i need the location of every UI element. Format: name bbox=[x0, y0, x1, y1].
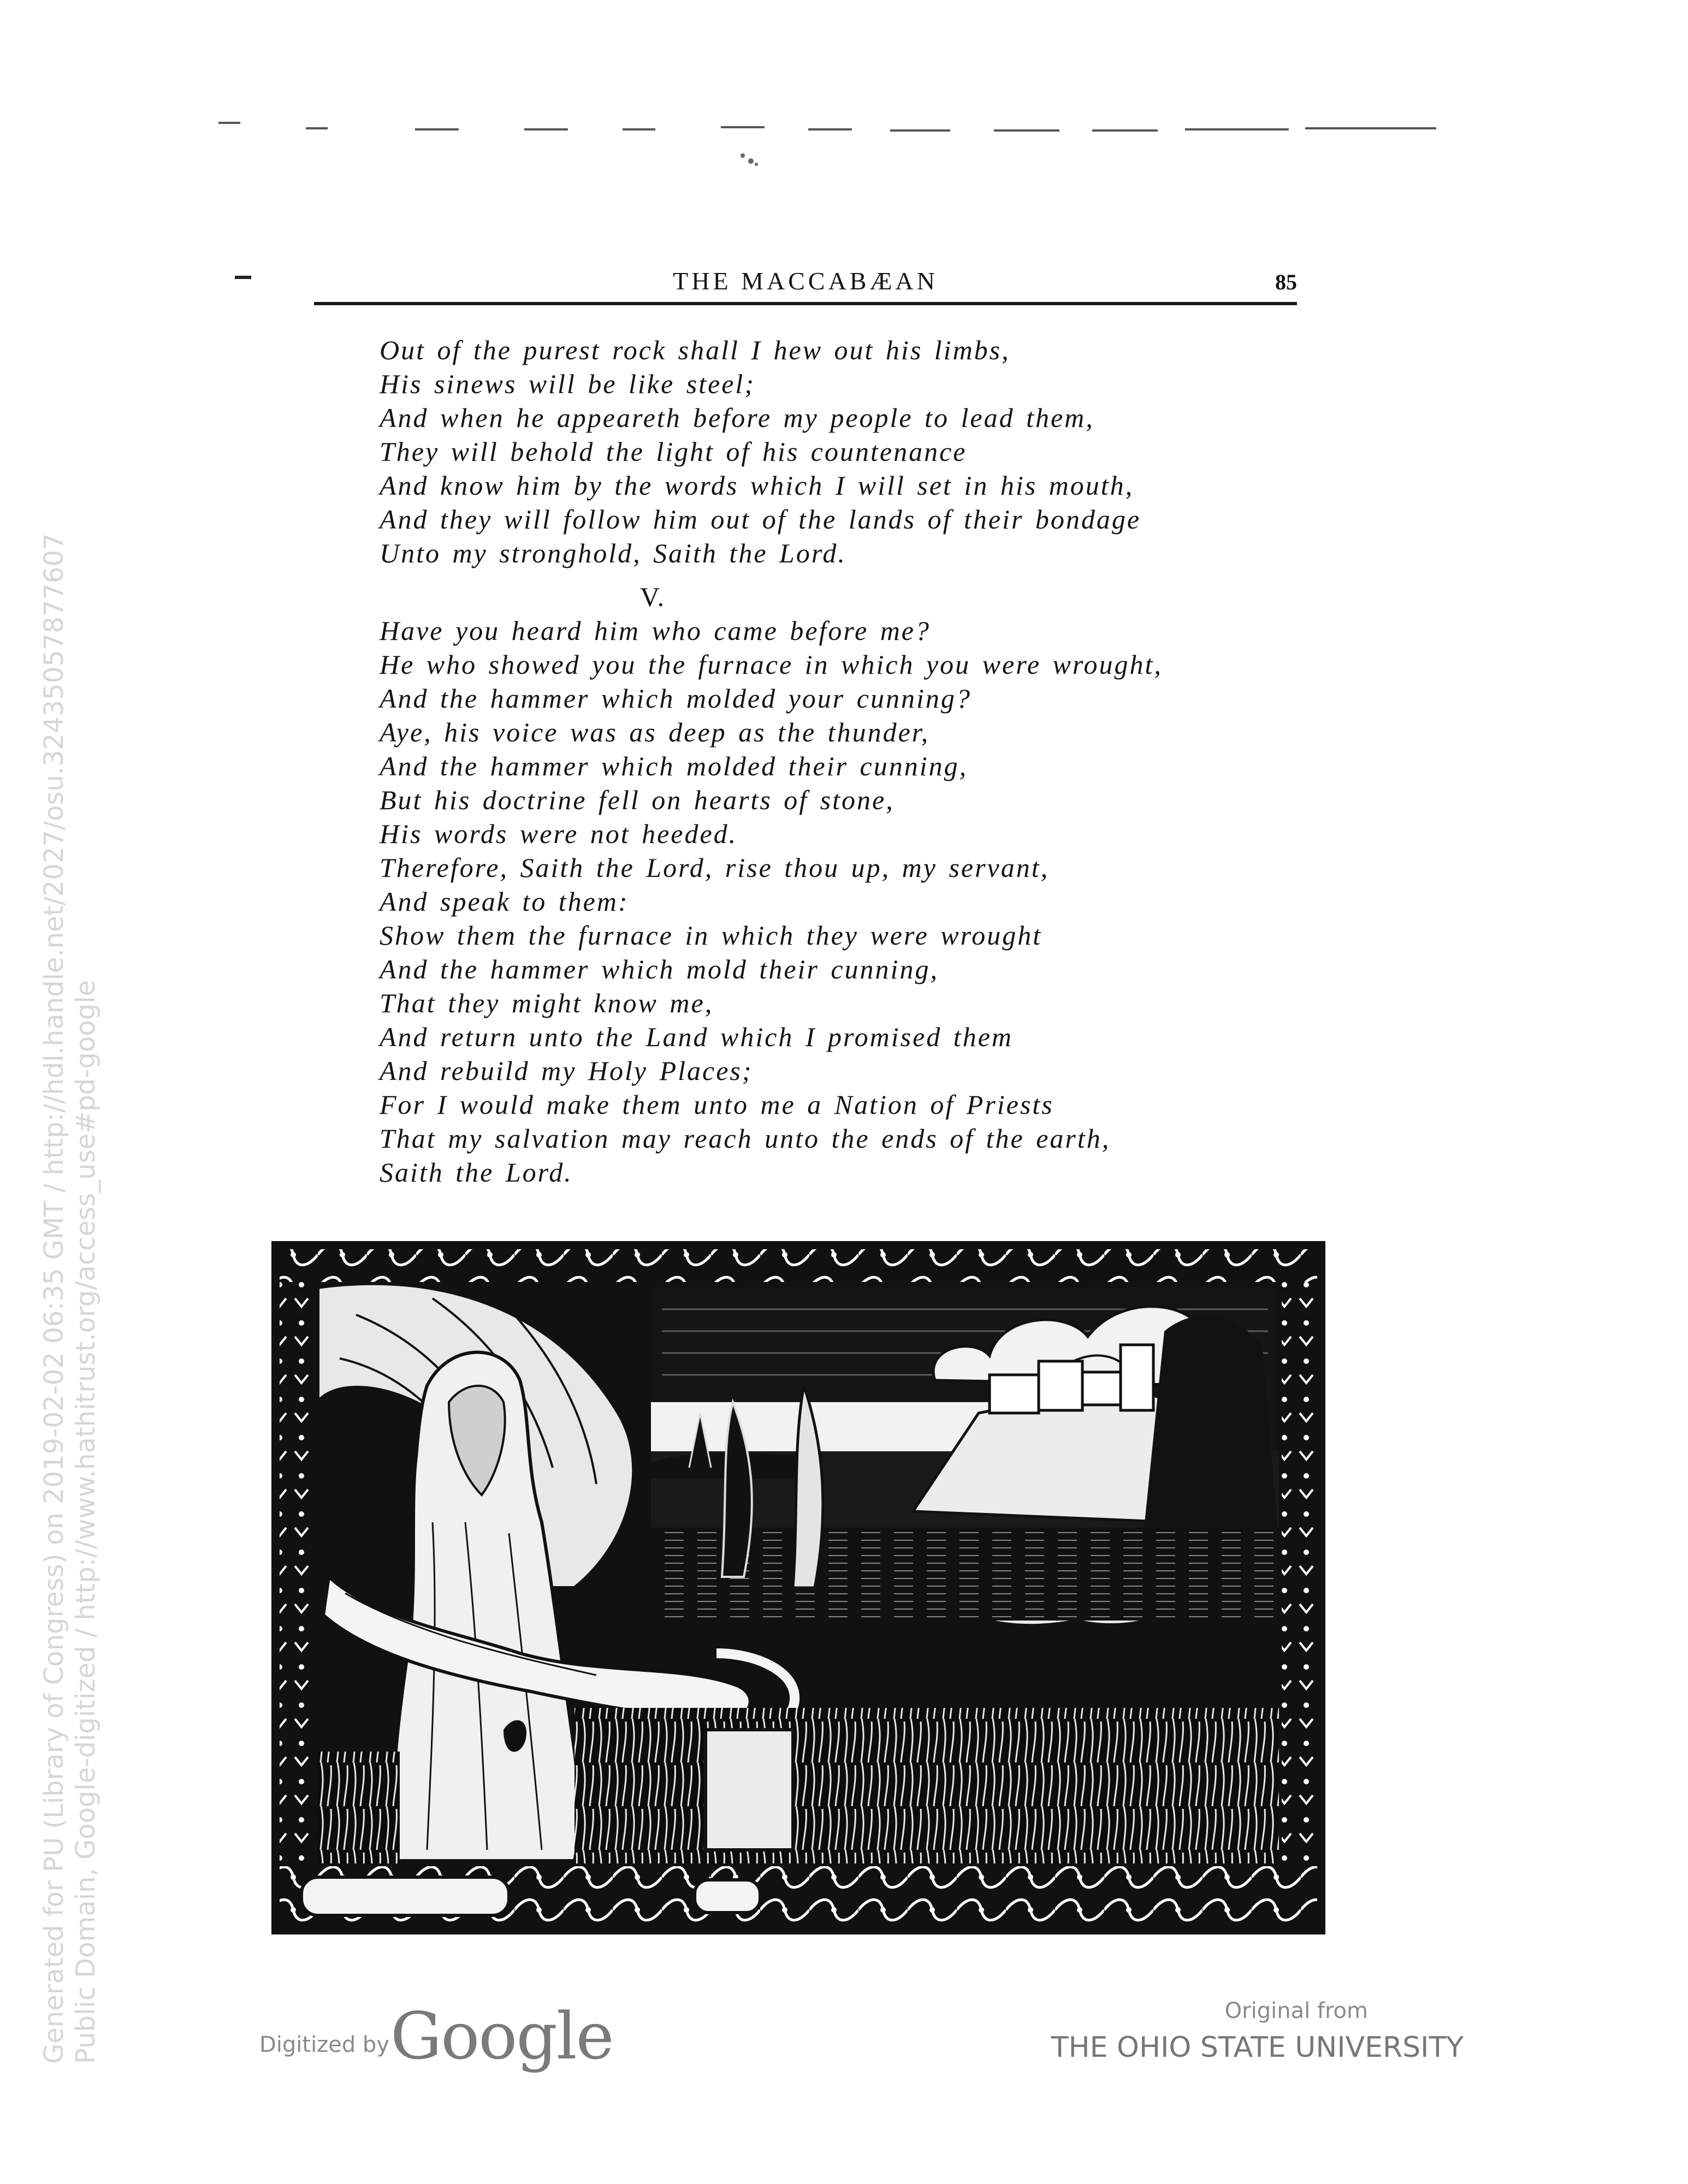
access-watermark bbox=[38, 71, 102, 2064]
poem-line: And the hammer which molded their cunning, bbox=[380, 751, 968, 781]
institution-name: THE OHIO STATE UNIVERSITY bbox=[1051, 2031, 1464, 2064]
poem-line: And return unto the Land which I promised them bbox=[380, 1022, 1013, 1052]
poem-line: And speak to them: bbox=[380, 886, 629, 917]
poem-line: And know him by the words which I will set in his mouth, bbox=[380, 470, 1134, 501]
poem-line: Have you heard him who came before me? bbox=[380, 615, 931, 646]
header-rule bbox=[314, 302, 1297, 305]
digitized-by-google bbox=[259, 1993, 642, 2074]
google-logo: Google bbox=[390, 1998, 613, 2074]
page-number: 85 bbox=[1275, 270, 1297, 294]
poem-line: That my salvation may reach unto the ends of the earth, bbox=[380, 1123, 1111, 1154]
poem-line: And the hammer which mold their cunning, bbox=[380, 954, 939, 984]
poem-line: That they might know me, bbox=[380, 988, 714, 1018]
poem-line: But his doctrine fell on hearts of stone, bbox=[380, 785, 895, 815]
watermark-line-1: Generated for PU (Library of Congress) on 2019-02-02 06:35 GMT / http://hdl.handle.net/2027/osu.32435057877607 bbox=[39, 533, 69, 2064]
digitized-by-label: Digitized by bbox=[259, 2032, 389, 2057]
woodcut-illustration bbox=[269, 1238, 1328, 1940]
poem-line: Therefore, Saith the Lord, rise thou up, my servant, bbox=[380, 852, 1050, 883]
section-numeral: V. bbox=[639, 581, 666, 612]
journal-title: THE MACCABÆAN bbox=[673, 267, 938, 295]
scan-marks bbox=[218, 117, 1474, 183]
poem-line: He who showed you the furnace in which you were wrought, bbox=[380, 649, 1163, 680]
poem-line: And when he appeareth before my people to lead them, bbox=[380, 402, 1094, 433]
poem-line: Aye, his voice was as deep as the thunder, bbox=[380, 717, 930, 747]
watermark-line-2: Public Domain, Google-digitized / http://www.hathitrust.org/access_use#pd-google bbox=[70, 980, 101, 2064]
poem-line: They will behold the light of his countenance bbox=[380, 436, 967, 467]
poem-line: And they will follow him out of the lands of their bondage bbox=[380, 504, 1141, 535]
poem-text bbox=[380, 333, 1308, 1189]
original-from-label: Original from bbox=[1224, 1998, 1368, 2023]
poem-line: And the hammer which molded your cunning? bbox=[380, 683, 972, 714]
poem-line: And rebuild my Holy Places; bbox=[380, 1055, 753, 1086]
margin-tick bbox=[235, 276, 251, 279]
original-from-block bbox=[1038, 1998, 1474, 2075]
poem-line: Show them the furnace in which they were wrought bbox=[380, 920, 1043, 951]
poem-line: Out of the purest rock shall I hew out his limbs, bbox=[380, 335, 1010, 365]
poem-line: His words were not heeded. bbox=[380, 818, 738, 849]
poem-line: His sinews will be like steel; bbox=[380, 369, 755, 399]
poem-line: Saith the Lord. bbox=[380, 1157, 573, 1188]
poem-line: For I would make them unto me a Nation of Priests bbox=[380, 1089, 1054, 1120]
poem-line: Unto my stronghold, Saith the Lord. bbox=[380, 538, 846, 568]
